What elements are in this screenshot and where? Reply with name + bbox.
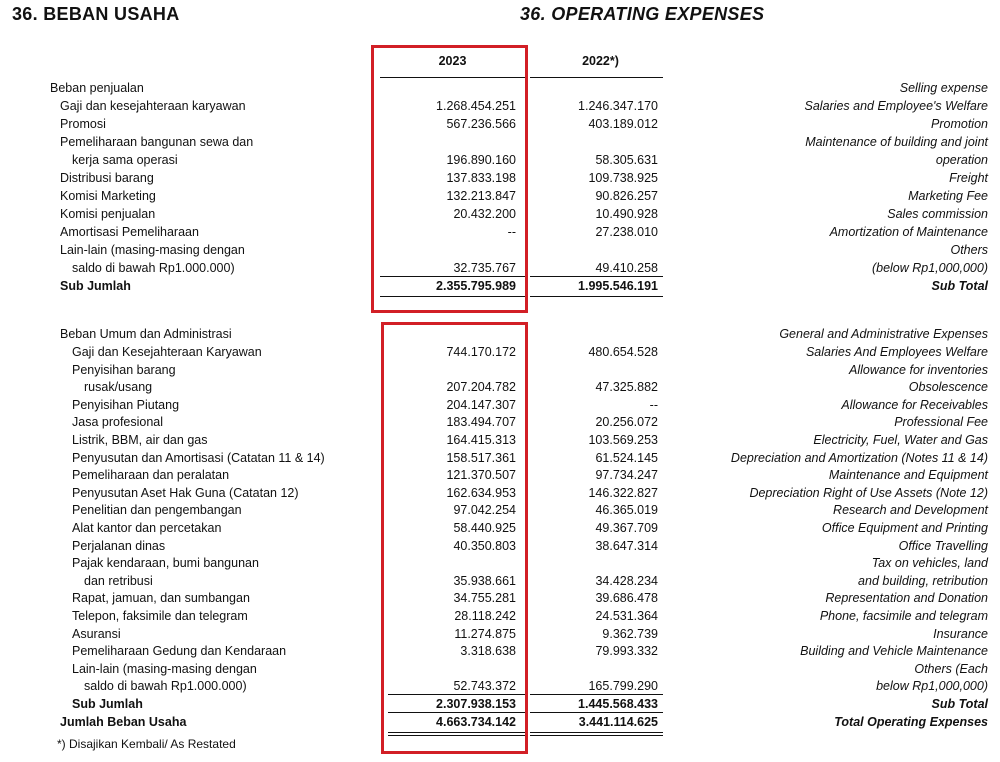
selling-row-2023: 196.890.160 xyxy=(446,153,516,167)
selling-row-en: Marketing Fee xyxy=(908,189,988,203)
section-title-id: 36. BEBAN USAHA xyxy=(12,4,180,24)
general-row-2022: 46.365.019 xyxy=(595,503,658,518)
general-row-2023: 58.440.925 xyxy=(453,521,516,535)
general-row-en: Building and Vehicle Maintenance xyxy=(800,644,988,659)
general-row-2023: 34.755.281 xyxy=(453,591,516,606)
header-underline-2022 xyxy=(530,77,663,78)
general-row-label: Penyusutan Aset Hak Guna (Catatan 12) xyxy=(72,485,299,500)
general-row-2023: 158.517.361 xyxy=(446,450,516,465)
general-row-2022: -- xyxy=(649,397,658,412)
selling-row-en: Sales commission xyxy=(887,207,988,221)
general-row-en: Insurance xyxy=(933,626,988,641)
general-row-en: and building, retribution xyxy=(858,573,988,588)
selling-row-en: (below Rp1,000,000) xyxy=(871,261,988,275)
general-row-en: Maintenance and Equipment xyxy=(828,468,988,483)
general-row-2023: 183.494.707 xyxy=(446,415,516,430)
selling-row-en: Amortization of Maintenance xyxy=(829,225,988,239)
general-subtotal-label: Sub Jumlah xyxy=(72,697,143,711)
selling-row-2022: 403.189.012 xyxy=(588,117,658,131)
selling-subtotal-2023: 2.355.795.989 xyxy=(436,279,516,293)
general-row-label: Lain-lain (masing-masing dengan xyxy=(72,661,257,676)
general-row-2022: 165.799.290 xyxy=(588,679,658,694)
total-2022: 3.441.114.625 xyxy=(578,715,658,729)
general-row-en: Research and Development xyxy=(833,503,988,518)
general-row-2023: 204.147.307 xyxy=(446,397,516,412)
general-heading-id: Beban Umum dan Administrasi xyxy=(60,327,232,341)
general-row-en: Depreciation and Amortization (Notes 11 & 14) xyxy=(730,450,988,465)
general-row-label: dan retribusi xyxy=(84,573,153,588)
general-row-en: Tax on vehicles, land xyxy=(871,556,988,571)
highlight-box-selling-2023 xyxy=(371,45,528,313)
general-row-2023: 207.204.782 xyxy=(446,380,516,395)
selling-row-2023: 32.735.767 xyxy=(453,261,516,275)
general-row-label: Penyisihan barang xyxy=(72,362,176,377)
general-row-en: Phone, facsimile and telegram xyxy=(819,609,988,623)
highlight-box-general-2023 xyxy=(381,322,528,754)
selling-row-2022: 90.826.257 xyxy=(595,189,658,203)
general-row-en: Allowance for inventories xyxy=(849,362,988,377)
general-row-2022: 38.647.314 xyxy=(595,538,658,553)
general-row-2023: 11.274.875 xyxy=(454,626,516,641)
general-row-2023: 52.743.372 xyxy=(453,679,516,694)
general-row-en: Obsolescence xyxy=(908,380,988,395)
selling-heading-id: Beban penjualan xyxy=(50,81,144,95)
selling-row-2023: 132.213.847 xyxy=(446,189,516,203)
selling-row-label: Pemeliharaan bangunan sewa dan xyxy=(60,135,254,149)
selling-row-2022: 27.238.010 xyxy=(595,225,658,239)
general-row-en: Representation and Donation xyxy=(825,591,988,606)
general-row-label: Perjalanan dinas xyxy=(72,538,166,553)
selling-row-2023: -- xyxy=(507,225,516,239)
general-row-2022: 146.322.827 xyxy=(588,485,658,500)
general-row-en: Electricity, Fuel, Water and Gas xyxy=(813,433,988,447)
general-row-2022: 49.367.709 xyxy=(595,521,658,535)
selling-row-label: saldo di bawah Rp1.000.000) xyxy=(72,261,235,275)
selling-row-en: Maintenance of building and joint xyxy=(805,135,988,149)
total-double-line-a-2022 xyxy=(530,732,663,733)
general-row-label: Penyusutan dan Amortisasi (Catatan 11 & 14) xyxy=(72,450,325,465)
selling-row-2022: 109.738.925 xyxy=(588,171,658,185)
selling-row-2023: 567.236.566 xyxy=(446,117,516,131)
selling-row-label: Amortisasi Pemeliharaan xyxy=(60,225,199,239)
selling-heading-en: Selling expense xyxy=(899,81,988,95)
general-row-label: Telepon, faksimile dan telegram xyxy=(72,609,248,623)
general-row-label: Jasa profesional xyxy=(72,415,164,430)
general-row-2023: 164.415.313 xyxy=(446,433,516,447)
selling-subtotal-en: Sub Total xyxy=(931,279,988,293)
general-row-2023: 40.350.803 xyxy=(453,538,516,553)
selling-subtotal-bottom-2022 xyxy=(530,296,663,297)
general-subtotal-2023: 2.307.938.153 xyxy=(436,697,516,711)
selling-row-label: Lain-lain (masing-masing dengan xyxy=(60,243,245,257)
general-row-2023: 35.938.661 xyxy=(453,573,516,588)
general-row-label: rusak/usang xyxy=(84,380,153,395)
selling-row-2022: 49.410.258 xyxy=(595,261,658,275)
general-row-en: Others (Each xyxy=(914,661,988,676)
general-row-label: Asuransi xyxy=(72,626,121,641)
general-row-2022: 9.362.739 xyxy=(602,626,658,641)
selling-row-en: Freight xyxy=(949,171,988,185)
general-row-label: Rapat, jamuan, dan sumbangan xyxy=(72,591,250,606)
general-row-2023: 162.634.953 xyxy=(446,485,516,500)
selling-row-2022: 10.490.928 xyxy=(595,207,658,221)
general-row-2022: 34.428.234 xyxy=(595,573,658,588)
total-double-line-b-2022 xyxy=(530,735,663,736)
general-row-en: Professional Fee xyxy=(894,415,988,430)
general-row-en: Office Travelling xyxy=(898,538,988,553)
general-row-2023: 28.118.242 xyxy=(454,609,516,623)
general-row-2023: 3.318.638 xyxy=(460,644,516,659)
column-header-2022: 2022*) xyxy=(582,54,619,68)
general-heading-en: General and Administrative Expenses xyxy=(779,327,988,341)
general-row-2022: 480.654.528 xyxy=(588,345,658,359)
general-row-2022: 103.569.253 xyxy=(588,433,658,447)
selling-row-label: Distribusi barang xyxy=(60,171,154,185)
total-en: Total Operating Expenses xyxy=(834,715,988,729)
selling-row-2022: 1.246.347.170 xyxy=(578,99,658,113)
selling-row-2023: 137.833.198 xyxy=(446,171,516,185)
general-row-label: Listrik, BBM, air dan gas xyxy=(72,433,208,447)
general-row-2023: 744.170.172 xyxy=(446,345,516,359)
general-row-label: Pemeliharaan Gedung dan Kendaraan xyxy=(72,644,287,659)
general-row-en: Allowance for Receivables xyxy=(841,397,988,412)
general-row-2023: 121.370.507 xyxy=(446,468,516,483)
total-2023: 4.663.734.142 xyxy=(436,715,516,729)
general-row-label: saldo di bawah Rp1.000.000) xyxy=(84,679,247,694)
selling-row-2023: 1.268.454.251 xyxy=(436,99,516,113)
selling-row-en: Salaries and Employee's Welfare xyxy=(804,99,988,113)
selling-row-label: Komisi penjualan xyxy=(60,207,156,221)
column-header-2023: 2023 xyxy=(438,54,467,68)
selling-row-en: operation xyxy=(935,153,988,167)
general-row-2022: 79.993.332 xyxy=(595,644,658,659)
selling-subtotal-label: Sub Jumlah xyxy=(60,279,131,293)
selling-row-label: kerja sama operasi xyxy=(72,153,178,167)
general-row-label: Pemeliharaan dan peralatan xyxy=(72,468,230,483)
selling-row-en: Promotion xyxy=(931,117,988,131)
selling-row-en: Others xyxy=(950,243,988,257)
section-title-en: 36. OPERATING EXPENSES xyxy=(520,4,765,24)
general-row-2022: 20.256.072 xyxy=(595,415,658,430)
general-row-en: Salaries And Employees Welfare xyxy=(805,345,988,359)
general-row-en: below Rp1,000,000) xyxy=(876,679,988,694)
general-row-2022: 24.531.364 xyxy=(595,609,658,623)
selling-row-label: Gaji dan kesejahteraan karyawan xyxy=(60,99,246,113)
general-row-2022: 61.524.145 xyxy=(595,450,658,465)
general-row-2022: 39.686.478 xyxy=(595,591,658,606)
selling-row-2023: 20.432.200 xyxy=(453,207,516,221)
selling-row-2022: 58.305.631 xyxy=(595,153,658,167)
general-row-2022: 97.734.247 xyxy=(595,468,658,483)
selling-subtotal-2022: 1.995.546.191 xyxy=(578,279,658,293)
general-row-2022: 47.325.882 xyxy=(595,380,658,395)
total-label: Jumlah Beban Usaha xyxy=(60,715,187,729)
general-subtotal-en: Sub Total xyxy=(931,697,988,711)
general-subtotal-2022: 1.445.568.433 xyxy=(578,697,658,711)
general-row-label: Penelitian dan pengembangan xyxy=(72,503,242,518)
general-row-label: Penyisihan Piutang xyxy=(72,397,180,412)
footnote: *) Disajikan Kembali/ As Restated xyxy=(57,737,236,751)
selling-row-label: Komisi Marketing xyxy=(60,189,156,203)
general-row-2023: 97.042.254 xyxy=(453,503,516,518)
general-row-en: Office Equipment and Printing xyxy=(821,521,988,535)
general-row-label: Pajak kendaraan, bumi bangunan xyxy=(72,556,259,571)
general-row-en: Depreciation Right of Use Assets (Note 12) xyxy=(749,485,988,500)
selling-row-label: Promosi xyxy=(60,117,106,131)
general-row-label: Alat kantor dan percetakan xyxy=(72,521,222,535)
general-row-label: Gaji dan Kesejahteraan Karyawan xyxy=(72,345,262,359)
